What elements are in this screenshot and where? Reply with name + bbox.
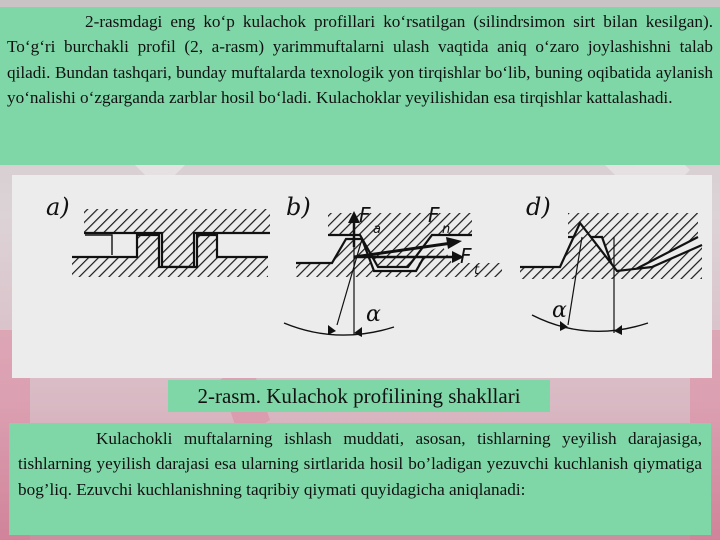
force-ft-label: F (460, 244, 472, 268)
profile-d-triangular (520, 193, 702, 335)
angle-d-label: α (552, 298, 567, 323)
force-fa-label: F (359, 203, 371, 227)
angle-b-label: α (366, 302, 381, 327)
profile-b-trapezoidal (284, 193, 502, 337)
cam-profile-figure (12, 175, 712, 378)
label-b: b) (286, 193, 311, 221)
force-ft-subscript: t (474, 263, 480, 278)
profile-a-rectangular (46, 193, 270, 277)
wear-paragraph: Kulachokli muftalarning ishlash muddati, asosan, tishlarning yeyilish darajasiga, tishlarning yeyilish darajasi esa ularning sirtlarida hosil bo’ladigan yezuvchi kuchlanish qiymatiga bog’liq. Ezuvchi kuchlanishning taqribiy qiymati quyidagicha aniqlanadi: (18, 429, 702, 499)
intro-paragraph-box (0, 7, 720, 165)
figure-caption: 2-rasm. Kulachok profilining shakllari (168, 380, 550, 412)
intro-paragraph: 2-rasmdagi eng ko‘p kulachok profillari ko‘rsatilgan (silindrsimon sirt bilan kesilgan). To‘g‘ri burchakli profil (2, a-rasm) yarimmuftalarni ulash vaqtida aniq o‘zaro joylashishni talab qiladi. Bundan tashqari, bunday muftalarda texnologik yon tirqishlar bo‘lib, buning oqibatida aylanish yo‘nalishi o‘zgarganda zarblar hosil bo‘ladi. Kulachoklar yeyilishidan esa tirqishlar kattalashadi. (7, 12, 713, 108)
force-fa-subscript: a (373, 222, 381, 237)
label-a: a) (46, 193, 70, 221)
label-d: d) (526, 193, 551, 221)
wear-paragraph-box (9, 423, 711, 535)
force-fn-subscript: n (442, 222, 451, 237)
force-fn-label: F (428, 203, 440, 227)
